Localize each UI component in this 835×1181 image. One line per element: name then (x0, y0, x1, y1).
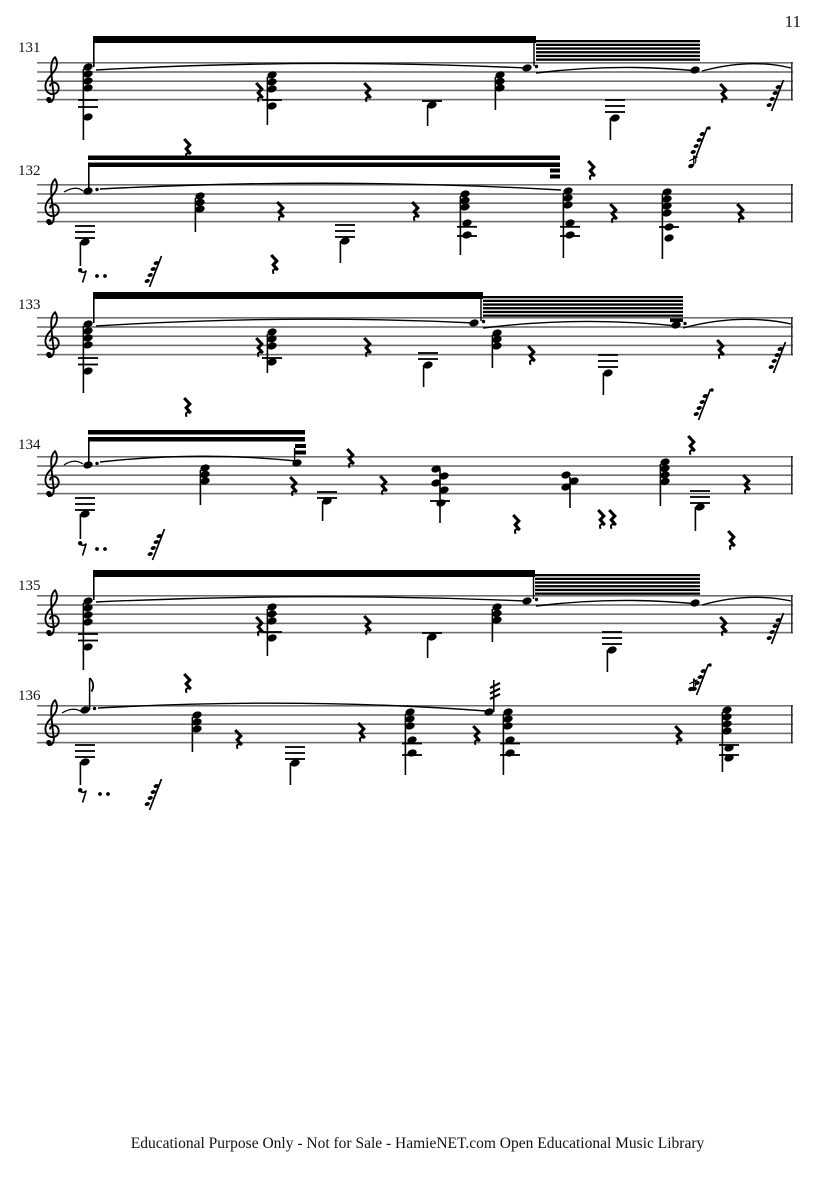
treble-clef-icon (45, 57, 58, 102)
quarter-rest-icon (277, 202, 284, 221)
chord (256, 327, 282, 373)
eighth-note-dotted (79, 678, 96, 715)
system-measure-136 (0, 660, 835, 810)
treble-clef-icon (45, 451, 58, 496)
quarter-rest-icon (610, 204, 617, 223)
quarter-rest-icon (271, 255, 278, 274)
quarter-rest-icon (717, 340, 724, 359)
ledger-note (75, 497, 95, 539)
chord (256, 602, 282, 656)
quarter-rest-icon (347, 449, 354, 468)
slur (98, 703, 486, 711)
chord (191, 710, 202, 752)
grace-run-icon (766, 613, 783, 644)
ledger-note (75, 225, 95, 266)
chord (500, 707, 520, 775)
tie (62, 709, 82, 713)
staff-lines (37, 456, 793, 494)
measure-number-135: 135 (18, 578, 41, 594)
chord (659, 187, 679, 259)
chord (78, 596, 98, 670)
ledger-note (335, 224, 355, 263)
chord (256, 70, 282, 125)
dotted-note (521, 577, 538, 606)
tremolo-note (483, 680, 500, 717)
ledger-note (75, 744, 95, 785)
system-measure-133 (0, 272, 835, 422)
quarter-rest-icon (728, 531, 735, 550)
ledger-note (605, 99, 625, 140)
ledger-note (418, 352, 438, 387)
ledger-note (317, 491, 337, 521)
double-quarter-rest (598, 510, 616, 529)
quarter-rest-icon (588, 161, 595, 180)
ledger-note (598, 354, 618, 395)
quarter-rest-icon (358, 723, 365, 742)
footer-copyright: Educational Purpose Only - Not for Sale - HamieNET.com Open Educational Music Library (130, 1135, 705, 1152)
quarter-rest-icon (598, 510, 605, 529)
treble-clef-icon (45, 590, 58, 635)
notation-136 (0, 660, 835, 810)
measure-number-134: 134 (18, 437, 41, 453)
grace-note-icon (688, 156, 698, 169)
chord (78, 319, 98, 393)
measure-number-132: 132 (18, 163, 41, 179)
dotted-note (468, 299, 485, 328)
notation-134 (0, 411, 835, 561)
eighth-rest-icon (78, 788, 86, 803)
chord (659, 457, 670, 506)
measure-number-136: 136 (18, 688, 41, 704)
chord (78, 62, 98, 140)
chord (491, 602, 502, 642)
treble-clef-icon (45, 312, 58, 357)
ledger-note (285, 746, 305, 785)
note-head (689, 598, 700, 607)
dotted-note (82, 460, 98, 469)
chord (402, 707, 422, 775)
ledger-note (422, 632, 442, 658)
notation-133 (0, 272, 835, 422)
eighth-rest-dotted (78, 788, 110, 803)
page-number: 11 (784, 12, 801, 31)
treble-clef-icon (45, 179, 58, 224)
ledger-note (690, 490, 710, 531)
quarter-rest-icon (513, 515, 520, 534)
grace-run-icon (766, 80, 783, 111)
measure-number-131: 131 (18, 40, 41, 56)
treble-clef-icon (45, 700, 58, 745)
tie (64, 461, 83, 465)
quarter-rest-icon (737, 204, 744, 223)
note-head (689, 65, 700, 74)
tie (64, 188, 83, 192)
system-measure-132 (0, 139, 835, 289)
staff-lines (37, 595, 793, 633)
quarter-rest-icon (609, 510, 616, 529)
ledger-note (422, 100, 442, 126)
grace-run-icon (768, 342, 785, 373)
quarter-rest-icon (412, 202, 419, 221)
system-measure-134 (0, 411, 835, 561)
quarter-rest-icon (688, 436, 695, 455)
measure-number-133: 133 (18, 297, 41, 313)
grace-note-icon (688, 679, 698, 692)
notation-132 (0, 139, 835, 289)
quarter-rest-icon (380, 476, 387, 495)
grace-run-icon (144, 779, 161, 810)
dotted-note (521, 43, 538, 73)
chord (491, 328, 502, 368)
